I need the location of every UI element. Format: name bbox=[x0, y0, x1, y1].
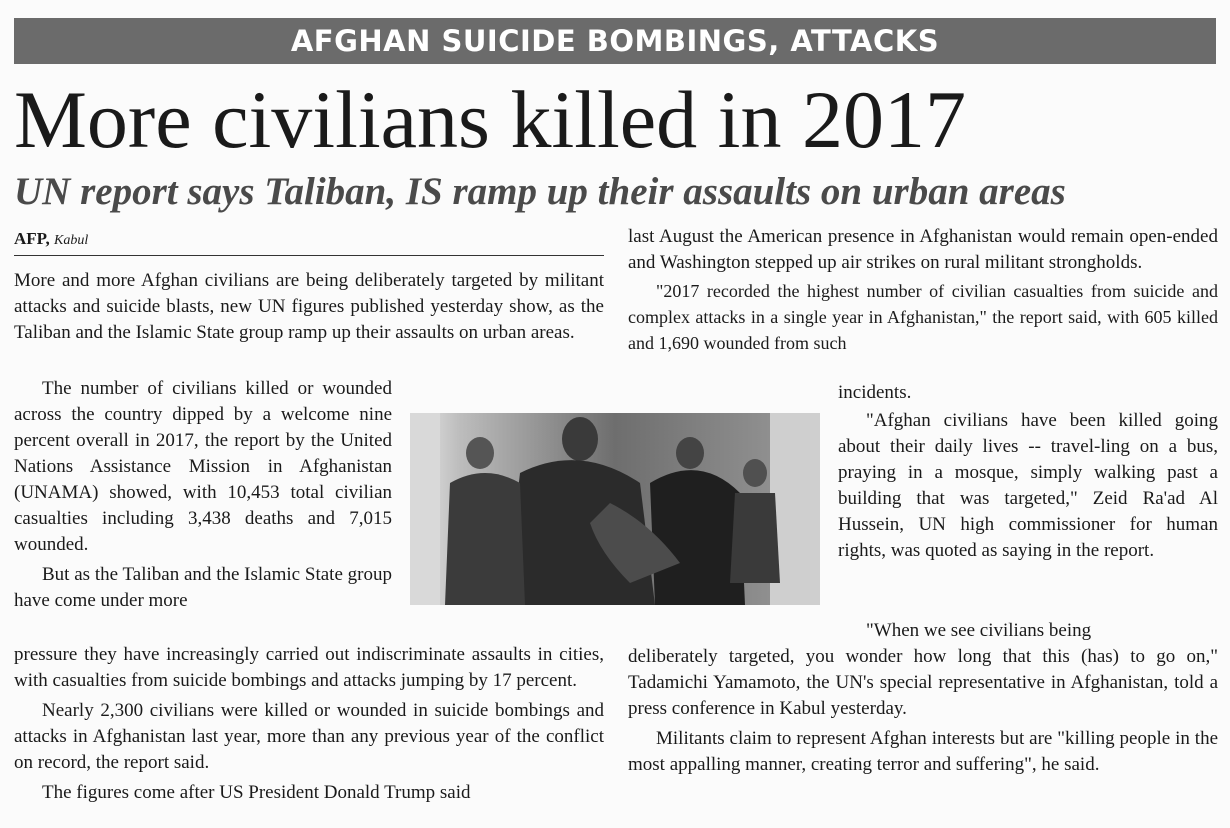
byline bbox=[14, 228, 604, 256]
paragraph-4: Nearly 2,300 civilians were killed or wounded in suicide bombings and attacks in Afghanistan last year, more than any previous year of the conflict on record, the report said. bbox=[14, 700, 604, 773]
headline: More civilians killed in 2017 bbox=[14, 74, 966, 165]
paragraph-3-end: pressure they have increasingly carried out indiscriminate assaults in cities, with casualties from suicide bombings and attacks jumping by 17 percent. bbox=[14, 644, 604, 691]
paragraph-5-end: last August the American presence in Afghanistan would remain open-ended and Washington stepped up air strikes on rural militant strongholds. bbox=[628, 226, 1218, 273]
article-col-left-bottom bbox=[14, 642, 604, 806]
paragraph-3-start: But as the Taliban and the Islamic State group have come under more bbox=[14, 564, 392, 611]
article-col-right-bottom bbox=[628, 618, 1218, 778]
paragraph-8-end: deliberately targeted, you wonder how long that this (has) to go on," Tadamichi Yamamoto, the UN's special representative in Afghanistan, told a press conference in Kabul yesterday. bbox=[628, 646, 1218, 719]
byline-place: Kabul bbox=[54, 233, 89, 248]
paragraph-2: The number of civilians killed or wounded across the country dipped by a welcome nine percent overall in 2017, the report by the United Nations Assistance Mission in Afghanistan (UNAMA) showed, with 10,453 total civilian casualties including 3,438 deaths and 7,015 wounded. bbox=[14, 378, 392, 555]
article-col-right-narrow bbox=[838, 380, 1218, 564]
article-col-right-top bbox=[628, 224, 1218, 356]
subheadline: UN report says Taliban, IS ramp up their assaults on urban areas bbox=[14, 170, 1066, 213]
news-photo-graphic bbox=[410, 413, 820, 605]
paragraph-6-start: "2017 recorded the highest number of civilian casualties from suicide and complex attacks in a single year in Afghanistan," the report said, with 605 killed and 1,690 wounded from such bbox=[628, 281, 1218, 353]
byline-agency: AFP, bbox=[14, 229, 50, 248]
paragraph-8-start: "When we see civilians being bbox=[866, 620, 1092, 641]
paragraph-7: "Afghan civilians have been killed going about their daily lives -- travel-ling on a bus, praying in a mosque, simply walking past a building that was targeted," Zeid Ra'ad Al Hussein, UN high commissioner for human rights, was quoted as saying in the report. bbox=[838, 410, 1218, 561]
article-col-left-top bbox=[14, 268, 604, 346]
paragraph-6-end: incidents. bbox=[838, 382, 912, 403]
paragraph-1: More and more Afghan civilians are being deliberately targeted by militant attacks and suicide blasts, new UN figures published yesterday show, as the Taliban and the Islamic State group ramp up their assaults on urban areas. bbox=[14, 270, 604, 343]
article-col-left-narrow bbox=[14, 376, 392, 614]
section-banner: AFGHAN SUICIDE BOMBINGS, ATTACKS bbox=[14, 18, 1216, 64]
paragraph-5-start: The figures come after US President Donald Trump said bbox=[42, 782, 471, 803]
paragraph-9: Militants claim to represent Afghan interests but are "killing people in the most appalling manner, creating terror and suffering", he said. bbox=[628, 728, 1218, 775]
news-photo bbox=[410, 413, 820, 605]
